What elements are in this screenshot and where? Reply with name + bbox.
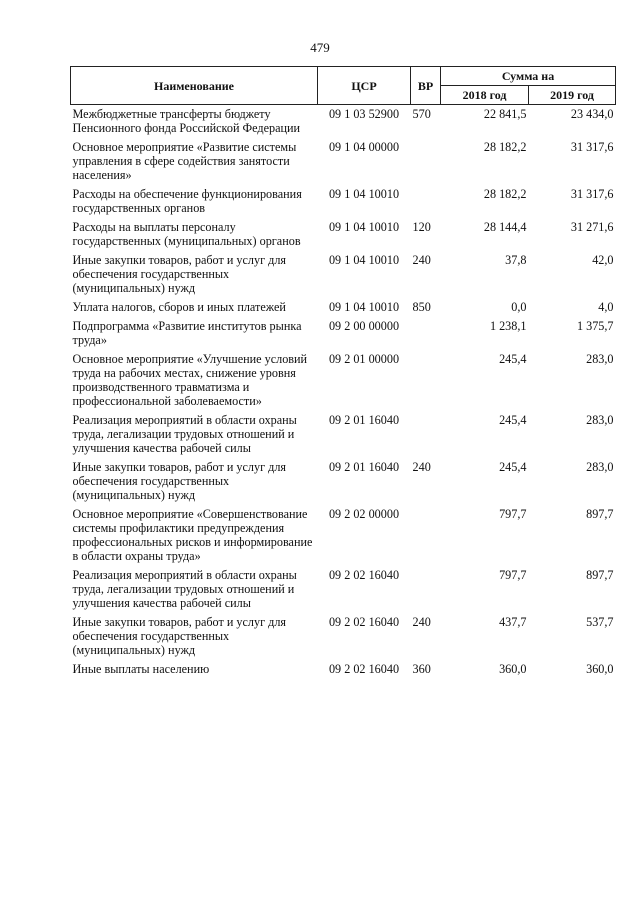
table-row bbox=[71, 660, 616, 679]
row-vr bbox=[411, 185, 441, 218]
row-sum-2018: 245,4 bbox=[499, 460, 527, 474]
row-name: Иные выплаты населению bbox=[72, 662, 210, 676]
table-body bbox=[71, 105, 616, 680]
row-sum-2019: 283,0 bbox=[586, 413, 614, 427]
row-vr bbox=[411, 566, 441, 613]
row-vr: 120 bbox=[412, 220, 431, 234]
row-csr: 09 1 04 10010 bbox=[328, 220, 400, 234]
row-csr: 09 1 03 52900 bbox=[328, 107, 400, 121]
row-csr: 09 1 04 10010 bbox=[328, 187, 400, 201]
row-sum-2018: 28 182,2 bbox=[483, 140, 527, 154]
row-sum-2019: 42,0 bbox=[592, 253, 614, 267]
row-name: Расходы на выплаты персоналу государственных (муниципальных) органов bbox=[72, 220, 301, 248]
row-sum-2018: 437,7 bbox=[499, 615, 527, 629]
row-sum-2019: 1 375,7 bbox=[576, 319, 614, 333]
table-row bbox=[71, 458, 616, 505]
table-row bbox=[71, 138, 616, 185]
row-name: Основное мероприятие «Развитие системы управления в сфере содействия занятости населения» bbox=[72, 140, 297, 182]
row-vr: 240 bbox=[412, 253, 431, 267]
row-name: Реализация мероприятий в области охраны труда, легализации трудовых отношений и улучшения качества рабочей силы bbox=[72, 568, 297, 610]
row-sum-2019: 283,0 bbox=[586, 460, 614, 474]
table-row bbox=[71, 298, 616, 317]
header-name: Наименование bbox=[71, 67, 318, 105]
row-sum-2018: 22 841,5 bbox=[483, 107, 527, 121]
table-row bbox=[71, 105, 616, 139]
row-sum-2018: 1 238,1 bbox=[489, 319, 527, 333]
row-sum-2018: 245,4 bbox=[499, 413, 527, 427]
row-csr: 09 2 02 00000 bbox=[328, 507, 400, 521]
row-sum-2019: 360,0 bbox=[586, 662, 614, 676]
row-csr: 09 1 04 10010 bbox=[328, 300, 400, 314]
table-header bbox=[71, 67, 616, 105]
budget-table bbox=[70, 66, 616, 679]
table-row bbox=[71, 185, 616, 218]
row-name: Основное мероприятие «Улучшение условий труда на рабочих местах, снижение уровня производственного травматизма и профессиональной заболеваемости» bbox=[72, 352, 308, 408]
table-row bbox=[71, 350, 616, 411]
row-vr bbox=[411, 350, 441, 411]
row-vr: 570 bbox=[412, 107, 431, 121]
row-sum-2019: 31 317,6 bbox=[570, 187, 614, 201]
row-vr: 240 bbox=[412, 615, 431, 629]
row-name: Иные закупки товаров, работ и услуг для обеспечения государственных (муниципальных) нужд bbox=[72, 460, 287, 502]
table-row bbox=[71, 566, 616, 613]
row-name: Иные закупки товаров, работ и услуг для обеспечения государственных (муниципальных) нужд bbox=[72, 615, 287, 657]
row-name: Уплата налогов, сборов и иных платежей bbox=[72, 300, 286, 314]
row-sum-2019: 537,7 bbox=[586, 615, 614, 629]
row-sum-2018: 245,4 bbox=[499, 352, 527, 366]
row-csr: 09 1 04 00000 bbox=[328, 140, 400, 154]
row-csr: 09 2 01 00000 bbox=[328, 352, 400, 366]
row-csr: 09 2 00 00000 bbox=[328, 319, 400, 333]
row-vr: 360 bbox=[412, 662, 431, 676]
row-name: Подпрограмма «Развитие институтов рынка труда» bbox=[72, 319, 302, 347]
row-csr: 09 2 02 16040 bbox=[328, 568, 400, 582]
row-vr bbox=[411, 411, 441, 458]
row-name: Межбюджетные трансферты бюджету Пенсионного фонда Российской Федерации bbox=[72, 107, 301, 135]
row-sum-2019: 4,0 bbox=[598, 300, 614, 314]
row-csr: 09 2 02 16040 bbox=[328, 615, 400, 629]
row-sum-2018: 797,7 bbox=[499, 568, 527, 582]
row-sum-2019: 897,7 bbox=[586, 568, 614, 582]
header-vr: ВР bbox=[411, 67, 441, 105]
table-row bbox=[71, 251, 616, 298]
row-name: Реализация мероприятий в области охраны труда, легализации трудовых отношений и улучшения качества рабочей силы bbox=[72, 413, 297, 455]
row-vr: 850 bbox=[412, 300, 431, 314]
row-csr: 09 2 01 16040 bbox=[328, 460, 400, 474]
row-sum-2018: 0,0 bbox=[511, 300, 527, 314]
row-csr: 09 2 01 16040 bbox=[328, 413, 400, 427]
row-vr bbox=[411, 505, 441, 566]
row-sum-2018: 360,0 bbox=[499, 662, 527, 676]
row-sum-2018: 37,8 bbox=[505, 253, 527, 267]
table-row bbox=[71, 411, 616, 458]
row-vr bbox=[411, 317, 441, 350]
table-row bbox=[71, 505, 616, 566]
row-sum-2019: 23 434,0 bbox=[570, 107, 614, 121]
header-csr: ЦСР bbox=[318, 67, 411, 105]
row-csr: 09 1 04 10010 bbox=[328, 253, 400, 267]
header-year-2018: 2018 год bbox=[441, 86, 529, 105]
row-name: Расходы на обеспечение функционирования государственных органов bbox=[72, 187, 302, 215]
row-sum-2019: 31 317,6 bbox=[570, 140, 614, 154]
row-sum-2018: 797,7 bbox=[499, 507, 527, 521]
header-sum: Сумма на bbox=[441, 67, 616, 86]
row-name: Иные закупки товаров, работ и услуг для обеспечения государственных (муниципальных) нужд bbox=[72, 253, 287, 295]
row-sum-2019: 283,0 bbox=[586, 352, 614, 366]
row-sum-2019: 897,7 bbox=[586, 507, 614, 521]
row-csr: 09 2 02 16040 bbox=[328, 662, 400, 676]
row-name: Основное мероприятие «Совершенствование системы профилактики предупреждения профессиональных рисков и информирование в области охраны труда» bbox=[72, 507, 313, 563]
row-sum-2018: 28 144,4 bbox=[483, 220, 527, 234]
header-year-2019: 2019 год bbox=[529, 86, 616, 105]
row-vr: 240 bbox=[412, 460, 431, 474]
row-sum-2018: 28 182,2 bbox=[483, 187, 527, 201]
table-row bbox=[71, 613, 616, 660]
row-vr bbox=[411, 138, 441, 185]
row-sum-2019: 31 271,6 bbox=[570, 220, 614, 234]
table-row bbox=[71, 317, 616, 350]
page-number: 479 bbox=[310, 40, 330, 55]
table-row bbox=[71, 218, 616, 251]
